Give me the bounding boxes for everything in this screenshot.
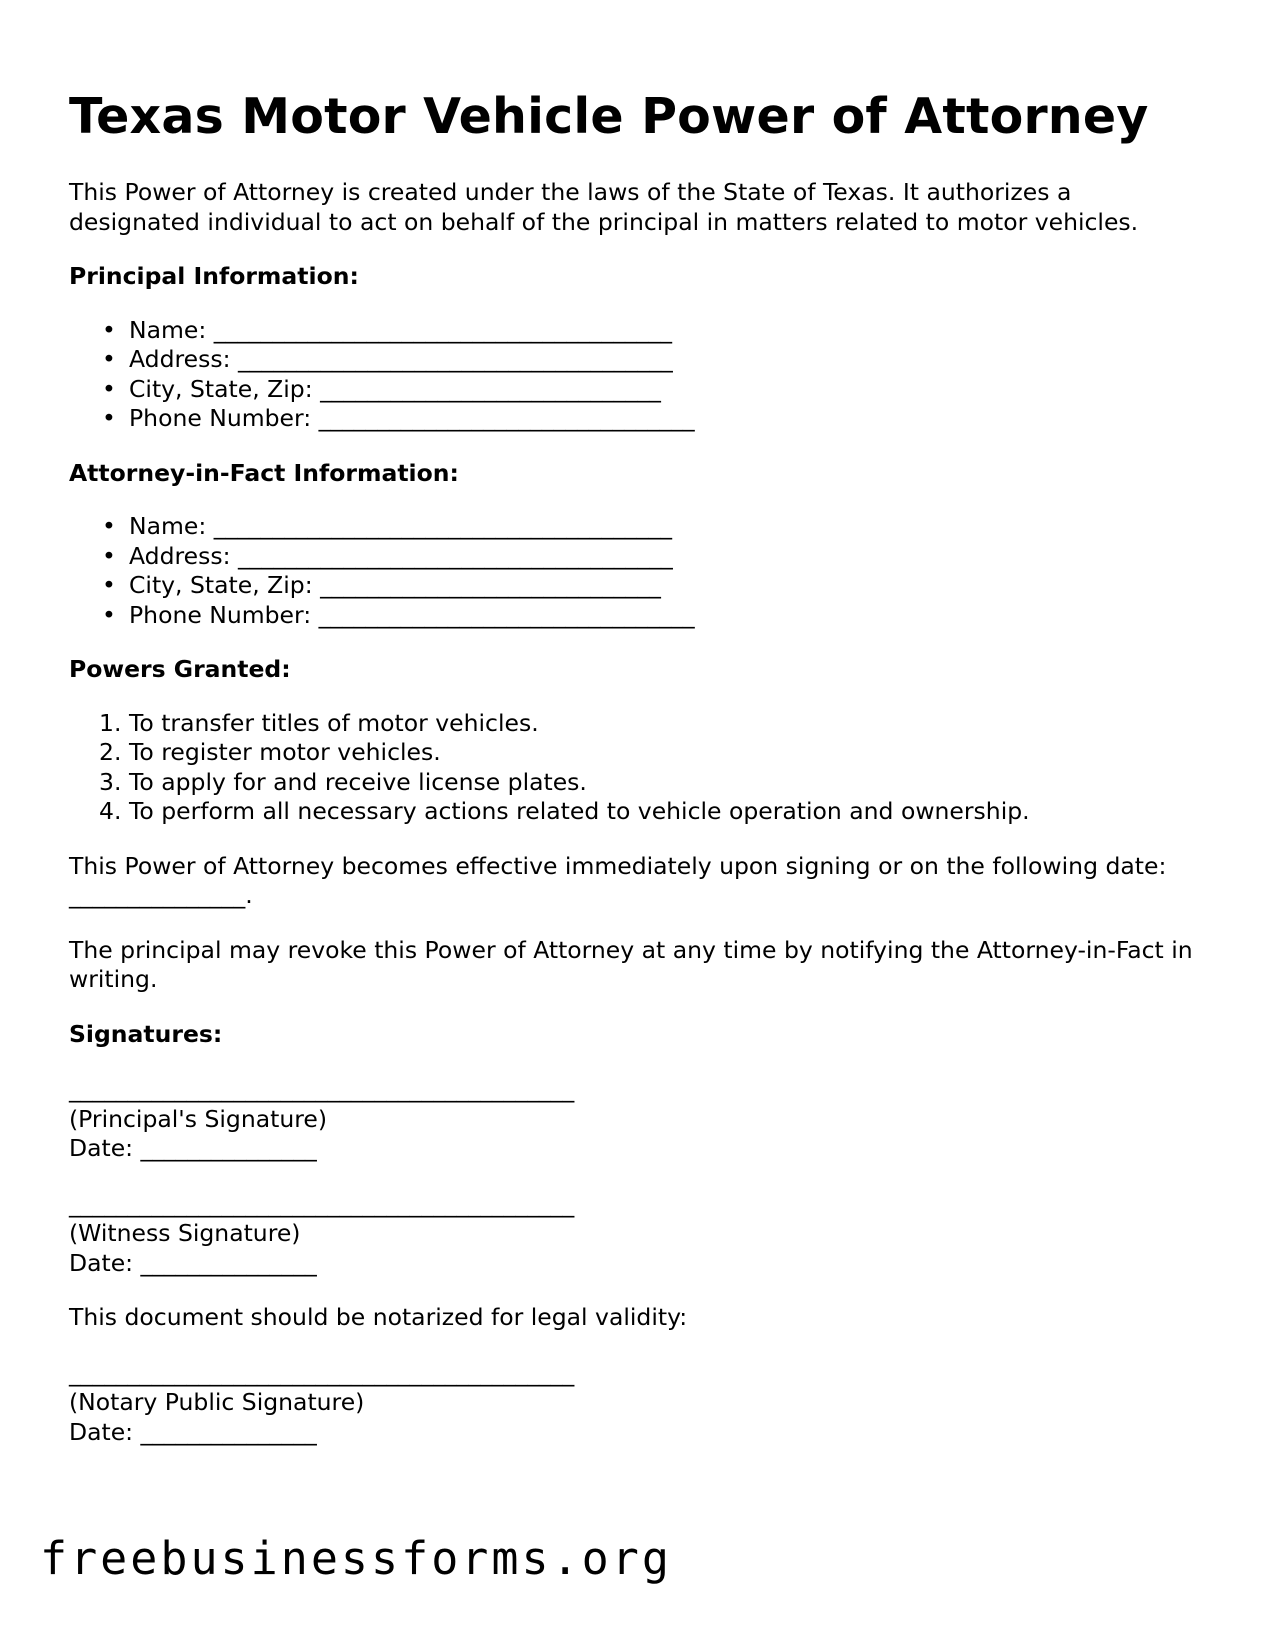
power-item-number: 4. [99,797,122,825]
power-item [99,708,1199,739]
powers-heading: Powers Granted: [69,655,291,683]
power-item-text: To transfer titles of motor vehicles. [129,708,539,737]
principal-signature-block [69,1075,1199,1164]
notary-signature-label: (Notary Public Signature) [69,1388,365,1416]
power-item-number: 2. [99,738,122,766]
power-item-text: To register motor vehicles. [129,738,441,766]
principal-heading: Principal Information: [69,262,359,290]
attorney-address-field: • Address: _____________________________________ [129,542,1199,572]
principal-signature-label: (Principal's Signature) [69,1104,328,1133]
principal-name-field: • Name: _______________________________________ [129,316,1199,346]
intro-paragraph: This Power of Attorney is created under the laws of the State of Texas. It authorizes a designated individual to act on behalf of the principal in matters related to motor vehicles. [69,178,1139,236]
powers-list [69,709,1199,827]
signatures-heading: Signatures: [69,1019,223,1048]
power-item-text: To perform all necessary actions related to vehicle operation and ownership. [129,797,1030,825]
power-item-number: 3. [99,767,122,796]
principal-fields [69,316,1199,434]
principal-address-field: • Address: _____________________________________ [129,345,1199,375]
power-item [99,797,1199,827]
effective-date-paragraph: This Power of Attorney becomes effective immediately upon signing or on the following date: _______________. [69,851,1167,909]
document-title: Texas Motor Vehicle Power of Attorney [69,88,1149,145]
principal-city-field: • City, State, Zip: _____________________________ [129,375,1199,405]
document-page [69,84,1199,1447]
notary-note: This document should be notarized for legal validity: [69,1303,688,1331]
notary-signature-block [69,1359,1199,1448]
notary-signature-line: ___________________________________________ [69,1358,575,1387]
principal-phone-field: • Phone Number: ________________________________ [129,404,1199,434]
attorney-name-field: • Name: _______________________________________ [129,512,1199,542]
notary-signature-date: Date: _______________ [69,1417,317,1446]
witness-signature-block [69,1190,1199,1279]
footer-brand: freebusinessforms.org [40,1532,672,1585]
attorney-heading: Attorney-in-Fact Information: [69,458,459,487]
power-item [99,738,1199,768]
principal-signature-line: ___________________________________________ [69,1075,575,1103]
attorney-fields [69,512,1199,630]
attorney-phone-field: • Phone Number: ________________________________ [129,601,1199,631]
power-item-text: To apply for and receive license plates. [129,767,587,796]
witness-signature-label: (Witness Signature) [69,1219,301,1247]
power-item [99,767,1199,798]
revocation-paragraph: The principal may revoke this Power of Attorney at any time by notifying the Attorney-in-Fact in writing. [69,935,1193,993]
principal-signature-date: Date: _______________ [69,1134,317,1162]
attorney-city-field: • City, State, Zip: _____________________________ [129,571,1199,601]
power-item-number: 1. [99,708,122,737]
witness-signature-date: Date: _______________ [69,1248,317,1277]
witness-signature-line: ___________________________________________ [69,1189,575,1218]
